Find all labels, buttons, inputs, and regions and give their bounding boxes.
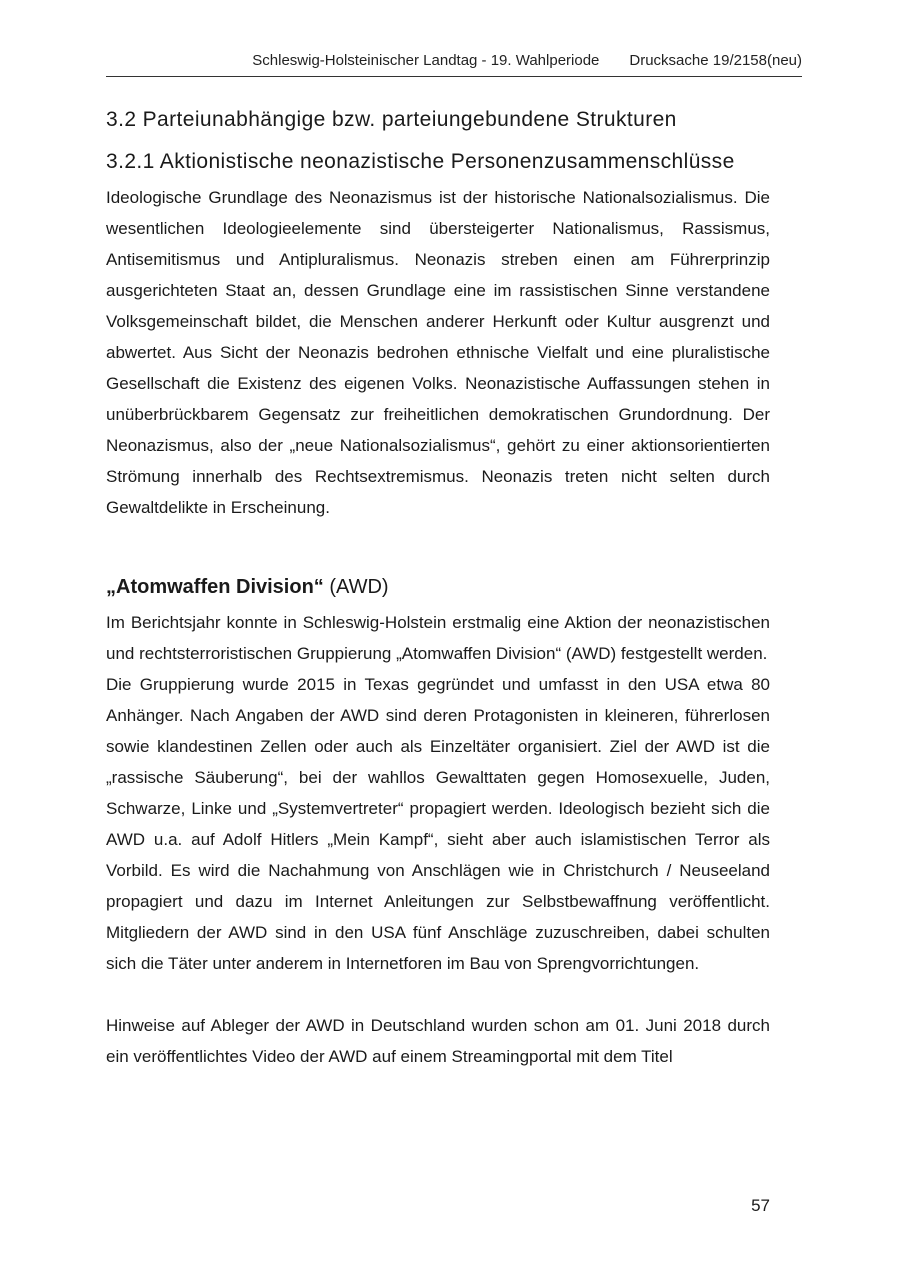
section-gap: [106, 523, 770, 567]
awd-paragraph-3: Hinweise auf Ableger der AWD in Deutschland wurden schon am 01. Juni 2018 durch ein veröffentlichtes Video der AWD auf einem Streamingportal mit dem Titel: [106, 1016, 770, 1066]
page-body: [106, 104, 770, 1072]
paragraph-gap: [106, 979, 770, 1010]
awd-heading: [106, 567, 770, 607]
page-header: [106, 52, 802, 69]
header-divider: [106, 76, 802, 77]
awd-heading-name: „Atomwaffen Division“: [106, 576, 324, 598]
page-number: 57: [751, 1196, 770, 1215]
intro-paragraph: Ideologische Grundlage des Neonazismus ist der historische Nationalsozialismus. Die wesentlichen Ideologieelemente sind übersteigerter Nationalismus, Rassismus, Antisemitismus und Antipluralismus. Neonazis streben einen am Führerprinzip ausgerichteten Staat an, dessen Grundlage eine im rassistischen Sinne verstandene Volksgemeinschaft bildet, die Menschen anderer Herkunft oder Kultur ausgrenzt und abwertet. Aus Sicht der Neonazis bedrohen ethnische Vielfalt und eine pluralistische Gesellschaft die Existenz des eigenen Volks. Neonazistische Auffassungen stehen in unüberbrückbarem Gegensatz zur freiheitlichen demokratischen Grundordnung. Der Neonazismus, also der „neue Nationalsozialismus“, gehört zu einer aktionsorientierten Strömung innerhalb des Rechtsextremismus. Neonazis treten nicht selten durch Gewaltdelikte in Erscheinung.: [106, 188, 770, 517]
section-title: 3.2 Parteiunabhängige bzw. parteiungebundene Strukturen: [106, 108, 677, 131]
header-document-number: Drucksache 19/2158(neu): [629, 52, 802, 69]
awd-heading-abbrev: (AWD): [323, 576, 389, 598]
subsection-title: 3.2.1 Aktionistische neonazistische Personenzusammenschlüsse: [106, 150, 735, 173]
awd-paragraph-1: Im Berichtsjahr konnte in Schleswig-Holstein erstmalig eine Aktion der neonazistischen und rechtsterroristischen Gruppierung „Atomwaffen Division“ (AWD) festgestellt werden.: [106, 613, 770, 663]
header-publication: Schleswig-Holsteinischer Landtag - 19. Wahlperiode: [252, 52, 600, 69]
awd-paragraph-2: Die Gruppierung wurde 2015 in Texas gegründet und umfasst in den USA etwa 80 Anhänger. Nach Angaben der AWD sind deren Protagonisten in kleineren, führerlosen sowie klandestinen Zellen oder auch als Einzeltäter organisiert. Ziel der AWD ist die „rassische Säuberung“, bei der wahllos Gewalttaten gegen Homosexuelle, Juden, Schwarze, Linke und „Systemvertreter“ propagiert werden. Ideologisch bezieht sich die AWD u.a. auf Adolf Hitlers „Mein Kampf“, sieht aber auch islamistischen Terror als Vorbild. Es wird die Nachahmung von Anschlägen wie in Christchurch / Neuseeland propagiert und dazu im Internet Anleitungen zur Selbstbewaffnung veröffentlicht. Mitgliedern der AWD sind in den USA fünf Anschläge zuzuschreiben, dabei schulten sich die Täter unter anderem in Internetforen im Bau von Sprengvorrichtungen.: [106, 675, 770, 973]
